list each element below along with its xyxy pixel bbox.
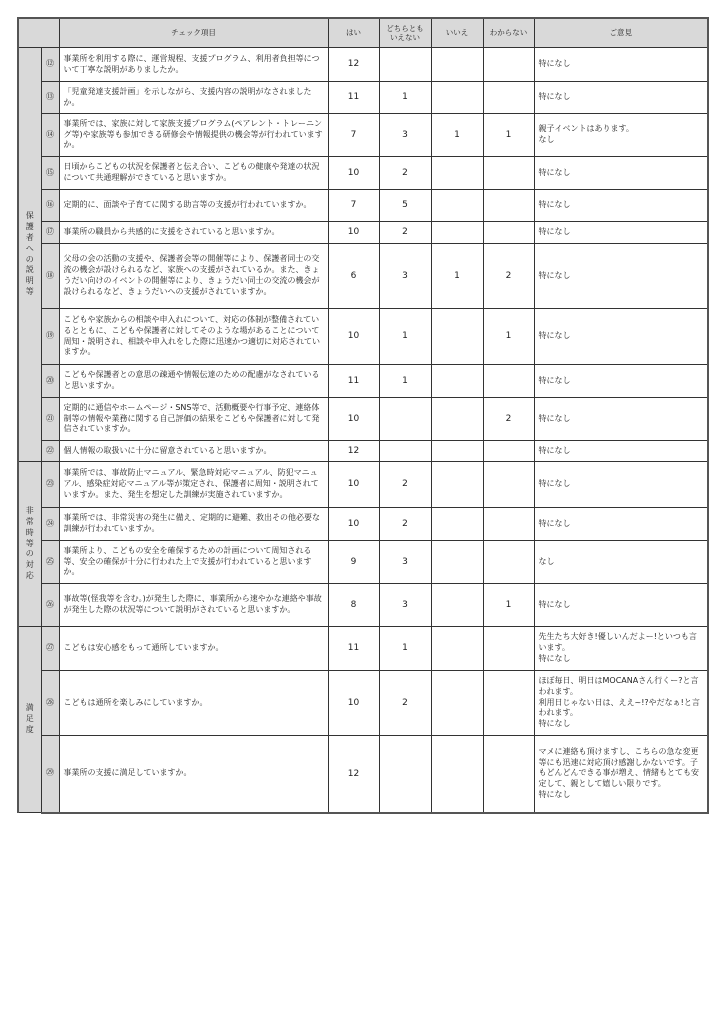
count-yes: 10 [328, 157, 379, 190]
table-row [18, 190, 708, 222]
question-number: ㉒ [41, 441, 59, 462]
question-text: こどもや保護者との意思の疎通や情報伝達のための配慮がなされていると思いますか。 [59, 365, 328, 398]
question-text: 個人情報の取扱いに十分に留意されていると思いますか。 [59, 441, 328, 462]
count-no [431, 365, 483, 398]
count-yes: 10 [328, 222, 379, 244]
question-number: ⑳ [41, 365, 59, 398]
question-text: こどもや家族からの相談や申入れについて、対応の体制が整備されているとともに、こどもや保護者に対してそのような場があることについて周知・説明され、相談や申入れをした際に迅速かつ適切に対応されていますか。 [59, 309, 328, 365]
count-no [431, 541, 483, 584]
table-row [18, 462, 708, 508]
count-no [431, 309, 483, 365]
opinion-text: 特になし [534, 398, 708, 441]
count-yes: 12 [328, 441, 379, 462]
count-no [431, 441, 483, 462]
count-yes: 11 [328, 365, 379, 398]
count-no: 1 [431, 244, 483, 309]
table-row [18, 508, 708, 541]
table-row [18, 157, 708, 190]
count-no [431, 190, 483, 222]
question-text: 事業所の職員から共感的に支援をされていると思いますか。 [59, 222, 328, 244]
table-row [18, 82, 708, 114]
question-text: 父母の会の活動の支援や、保護者会等の開催等により、保護者同士の交流の機会が設けられるなど、家族への支援がされているか。また、きょうだい向けのイベントの開催等により、きょうだい同士の交流の機会が設けられるなど、きょうだいへの支援がされていますか。 [59, 244, 328, 309]
table-row [18, 627, 708, 671]
count-no [431, 48, 483, 82]
count-neither [379, 441, 431, 462]
opinion-text: 特になし [534, 82, 708, 114]
table-row [18, 114, 708, 157]
count-neither: 2 [379, 222, 431, 244]
table-row [18, 736, 708, 813]
section-label-text: 満足度 [25, 703, 34, 734]
count-unknown [483, 157, 534, 190]
count-neither: 2 [379, 462, 431, 508]
count-neither: 3 [379, 541, 431, 584]
count-no [431, 736, 483, 813]
count-unknown: 1 [483, 114, 534, 157]
question-number: ⑱ [41, 244, 59, 309]
count-no [431, 671, 483, 736]
count-unknown: 1 [483, 584, 534, 627]
question-number: ⑫ [41, 48, 59, 82]
count-yes: 12 [328, 48, 379, 82]
count-unknown: 2 [483, 244, 534, 309]
question-text: 事業所では、非常災害の発生に備え、定期的に避難、救出その他必要な訓練が行われていますか。 [59, 508, 328, 541]
opinion-text: 特になし [534, 584, 708, 627]
opinion-text: ほぼ毎日、明日はMOCANAさん行くー?と言われます。 利用日じゃない日は、ええ~!?やだなぁ!と言われます。 特になし [534, 671, 708, 736]
question-number: ㉕ [41, 541, 59, 584]
table-row [18, 309, 708, 365]
count-unknown [483, 365, 534, 398]
count-yes: 8 [328, 584, 379, 627]
count-unknown [483, 671, 534, 736]
header-neither: どちらとも いえない [379, 18, 431, 48]
count-neither: 5 [379, 190, 431, 222]
opinion-text: 特になし [534, 309, 708, 365]
count-yes: 11 [328, 627, 379, 671]
count-no: 1 [431, 114, 483, 157]
opinion-text: 特になし [534, 365, 708, 398]
count-neither: 1 [379, 627, 431, 671]
opinion-text: なし [534, 541, 708, 584]
count-unknown [483, 627, 534, 671]
table-row [18, 365, 708, 398]
count-yes: 6 [328, 244, 379, 309]
section-label [18, 462, 41, 627]
count-neither: 3 [379, 244, 431, 309]
count-yes: 9 [328, 541, 379, 584]
count-no [431, 82, 483, 114]
section-label-text: 非常時等の対応 [25, 506, 34, 580]
count-unknown [483, 48, 534, 82]
opinion-text: 特になし [534, 462, 708, 508]
header-row [18, 18, 708, 48]
count-neither [379, 736, 431, 813]
opinion-text: 特になし [534, 48, 708, 82]
table-row [18, 398, 708, 441]
count-neither: 2 [379, 157, 431, 190]
count-unknown [483, 736, 534, 813]
opinion-text: 特になし [534, 441, 708, 462]
count-unknown [483, 222, 534, 244]
count-unknown [483, 462, 534, 508]
header-blank [18, 18, 59, 48]
question-text: 定期的に通信やホームページ・SNS等で、活動概要や行事予定、連絡体制等の情報や業務に関する自己評価の結果をこどもや保護者に対して発信されていますか。 [59, 398, 328, 441]
header-no: いいえ [431, 18, 483, 48]
count-neither: 2 [379, 508, 431, 541]
question-number: ⑲ [41, 309, 59, 365]
count-yes: 10 [328, 462, 379, 508]
question-number: ⑭ [41, 114, 59, 157]
table-row [18, 541, 708, 584]
count-unknown [483, 441, 534, 462]
section-label [18, 627, 41, 813]
opinion-text: 特になし [534, 222, 708, 244]
question-text: 事故等(怪我等を含む。)が発生した際に、事業所から速やかな連絡や事故が発生した際の状況等について説明がされていると思いますか。 [59, 584, 328, 627]
count-no [431, 584, 483, 627]
count-no [431, 462, 483, 508]
question-number: ㉑ [41, 398, 59, 441]
count-unknown [483, 190, 534, 222]
question-number: ㉓ [41, 462, 59, 508]
count-neither: 3 [379, 584, 431, 627]
table-row [18, 584, 708, 627]
count-yes: 11 [328, 82, 379, 114]
header-opinion: ご意見 [534, 18, 708, 48]
question-text: 日頃からこどもの状況を保護者と伝え合い、こどもの健康や発達の状況について共通理解ができていると思いますか。 [59, 157, 328, 190]
count-yes: 10 [328, 309, 379, 365]
question-text: 事業所の支援に満足していますか。 [59, 736, 328, 813]
opinion-text: 特になし [534, 190, 708, 222]
count-neither: 3 [379, 114, 431, 157]
question-text: 定期的に、面談や子育てに関する助言等の支援が行われていますか。 [59, 190, 328, 222]
count-unknown: 2 [483, 398, 534, 441]
question-number: ⑯ [41, 190, 59, 222]
count-neither: 1 [379, 365, 431, 398]
question-number: ⑬ [41, 82, 59, 114]
count-no [431, 508, 483, 541]
opinion-text: 特になし [534, 157, 708, 190]
question-text: こどもは通所を楽しみにしていますか。 [59, 671, 328, 736]
survey-body [18, 48, 708, 813]
count-yes: 7 [328, 114, 379, 157]
question-number: ㉖ [41, 584, 59, 627]
header-check-item: チェック項目 [59, 18, 328, 48]
question-text: 事業所では、家族に対して家族支援プログラム(ペアレント・トレーニング等)や家族等も参加できる研修会や情報提供の機会等が行われていますか。 [59, 114, 328, 157]
table-row [18, 244, 708, 309]
count-no [431, 222, 483, 244]
count-unknown [483, 82, 534, 114]
count-yes: 10 [328, 398, 379, 441]
opinion-text: 親子イベントはあります。 なし [534, 114, 708, 157]
count-yes: 10 [328, 671, 379, 736]
header-yes: はい [328, 18, 379, 48]
count-neither [379, 398, 431, 441]
opinion-text: マメに連絡も頂けますし、こちらの急な変更等にも迅速に対応頂け感謝しかないです。子もどんどんできる事が増え、情緒もとても安定して、親として嬉しい限りです。 特になし [534, 736, 708, 813]
opinion-text: 先生たち大好き!優しいんだよー!といつも言います。 特になし [534, 627, 708, 671]
count-yes: 7 [328, 190, 379, 222]
question-number: ㉘ [41, 671, 59, 736]
table-row [18, 441, 708, 462]
count-no [431, 398, 483, 441]
question-number: ⑮ [41, 157, 59, 190]
question-number: ㉗ [41, 627, 59, 671]
count-yes: 12 [328, 736, 379, 813]
question-number: ⑰ [41, 222, 59, 244]
opinion-text: 特になし [534, 244, 708, 309]
table-row [18, 222, 708, 244]
question-number: ㉙ [41, 736, 59, 813]
count-no [431, 157, 483, 190]
survey-table [17, 17, 709, 814]
question-text: 事業所を利用する際に、運営規程、支援プログラム、利用者負担等について丁寧な説明がありましたか。 [59, 48, 328, 82]
question-number: ㉔ [41, 508, 59, 541]
question-text: こどもは安心感をもって通所していますか。 [59, 627, 328, 671]
header-unknown: わからない [483, 18, 534, 48]
section-label [18, 48, 41, 462]
count-unknown [483, 508, 534, 541]
question-text: 「児童発達支援計画」を示しながら、支援内容の説明がなされましたか。 [59, 82, 328, 114]
count-unknown [483, 541, 534, 584]
count-neither: 1 [379, 309, 431, 365]
count-unknown: 1 [483, 309, 534, 365]
opinion-text: 特になし [534, 508, 708, 541]
question-text: 事業所では、事故防止マニュアル、緊急時対応マニュアル、防犯マニュアル、感染症対応マニュアル等が策定され、保護者に周知・説明されていますか。また、発生を想定した訓練が実施されていますか。 [59, 462, 328, 508]
count-neither: 2 [379, 671, 431, 736]
table-row [18, 671, 708, 736]
question-text: 事業所より、こどもの安全を確保するための計画について周知される等、安全の確保が十分に行われた上で支援が行われていると思いますか。 [59, 541, 328, 584]
table-row [18, 48, 708, 82]
count-neither: 1 [379, 82, 431, 114]
count-yes: 10 [328, 508, 379, 541]
count-neither [379, 48, 431, 82]
count-no [431, 627, 483, 671]
section-label-text: 保護者への説明等 [25, 211, 34, 296]
